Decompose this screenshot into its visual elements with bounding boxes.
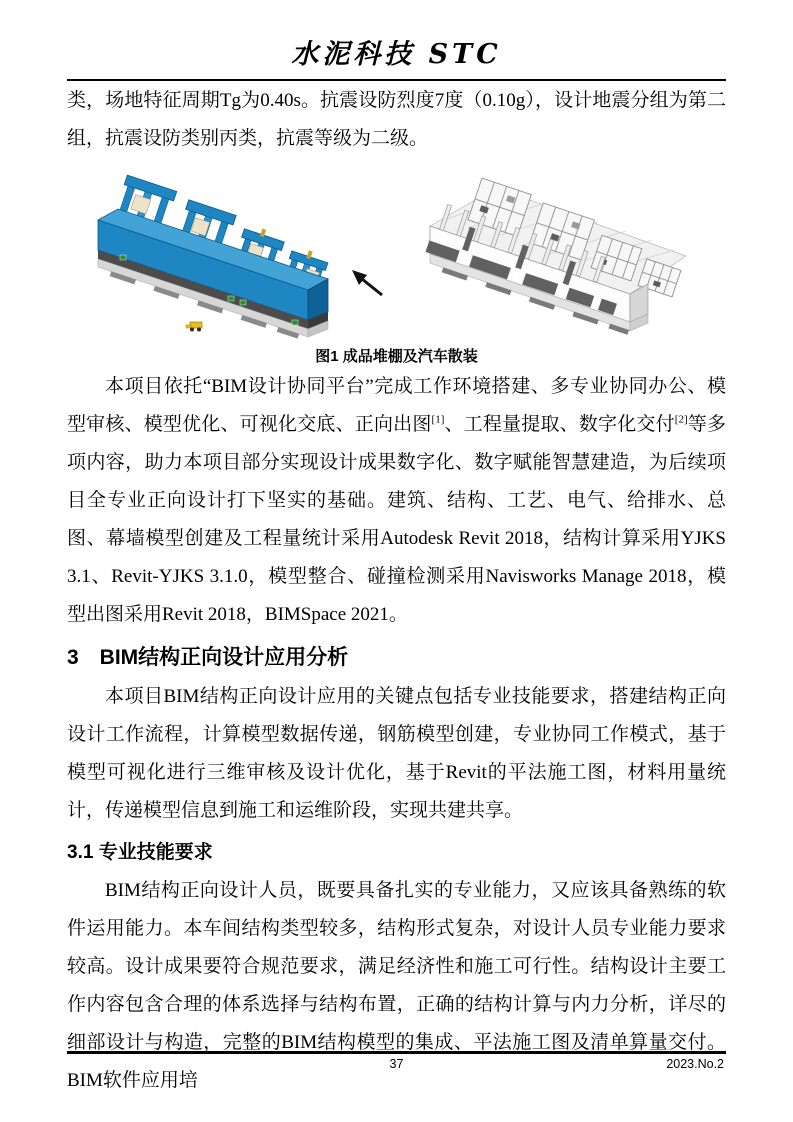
figure-caption: 图1 成品堆棚及汽车散装 — [315, 348, 478, 365]
paragraph-section31: BIM结构正向设计人员，既要具备扎实的专业能力，又应该具备熟练的软件运用能力。本车间结构类型较多，结构形式复杂，对设计人员专业能力要求较高。设计成果要符合规范要求，满足经济性和施工可行性。结构设计主要工作内容包含合理的体系选择与结构布置，正确的结构计算与内力分析，详尽的细部设计与构造，完整的BIM结构模型的集成、平法施工图及清单算量交付。BIM软件应用培 — [67, 880, 726, 1091]
paragraph-bim-platform — [67, 368, 726, 634]
yellow-loader-vehicle — [186, 322, 202, 332]
header-rule — [67, 79, 726, 81]
blue-model-illustration — [98, 175, 382, 339]
section-3-heading: 3 BIM结构正向设计应用分析 — [67, 646, 349, 669]
wireframe-model-illustration — [425, 178, 688, 335]
paragraph-section3: 本项目BIM结构正向设计应用的关键点包括专业技能要求，搭建结构正向设计工作流程，计算模型数据传递，钢筋模型创建，专业协同工作模式，基于模型可视化进行三维审核及设计优化，基于Revit的平法施工图，材料用量统计，传递模型信息到施工和运维阶段，实现共建共享。 — [67, 686, 726, 821]
arrow-annotation — [352, 270, 382, 295]
journal-title: 水泥科技 STC — [291, 39, 502, 70]
paragraph-seismic: 类，场地特征周期Tg为0.40s。抗震设防烈度7度（0.10g），设计地震分组为第二组，抗震设防类别丙类，抗震等级为二级。 — [67, 90, 726, 149]
citation-ref-1: [1] — [431, 413, 445, 426]
figure-1-image — [86, 162, 708, 344]
section-3-1-heading: 3.1 专业技能要求 — [67, 842, 213, 863]
figure-1 — [67, 162, 726, 368]
text-segment: 本项目依托“BIM设计协同平台”完成工作环境搭建、多专业协同办公、模型审核、模型优化、可视化交底、正向出图 — [67, 376, 726, 435]
issue-label: 2023.No.2 — [666, 1057, 724, 1071]
text-segment: 等多项内容，助力本项目部分实现设计成果数字化、数字赋能智慧建造，为后续项目全专业正向设计打下坚实的基础。建筑、结构、工艺、电气、给排水、总图、幕墙模型创建及工程量统计采用Autodesk Revit 2018，结构计算采用YJKS 3.1、Revit-YJKS 3.1.0，模型整合、碰撞检测采用Navisworks Manage 2018，模型出图采用Revit 2018，BIMSpace 2021。 — [67, 414, 726, 625]
text-segment: 、工程量提取、数字化交付 — [444, 414, 675, 435]
citation-ref-2: [2] — [674, 413, 688, 426]
page-number: 37 — [389, 1057, 404, 1071]
page-footer — [67, 1051, 726, 1078]
